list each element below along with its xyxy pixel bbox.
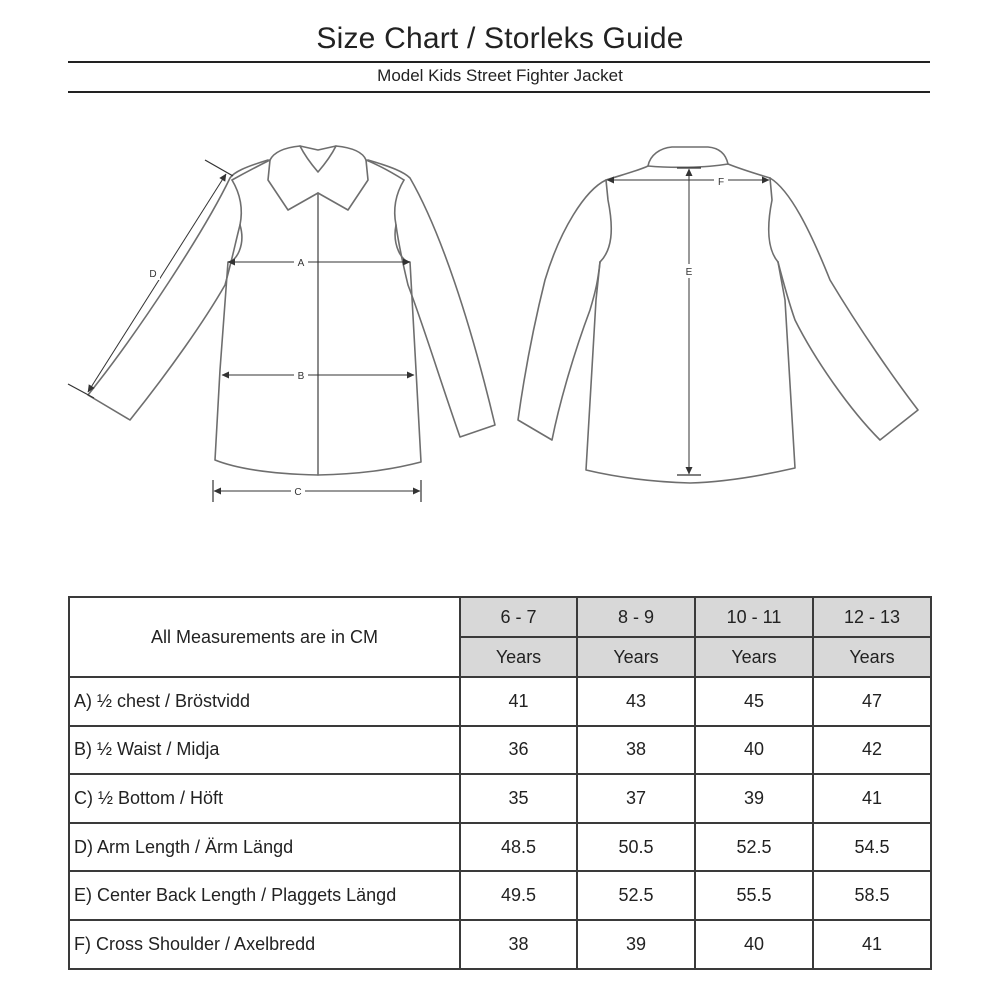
row-label: B) ½ Waist / Midja [69,726,460,775]
measure-a [228,255,410,269]
label-e: E [685,267,693,278]
label-d: D [149,269,157,280]
size-unit-10-11: Years [695,637,813,677]
label-c: C [294,487,302,498]
table-cell: 41 [813,920,931,969]
table-cell: 37 [577,774,695,823]
table-row [69,774,931,823]
jacket-back-illustration [518,147,918,483]
measure-c [213,480,421,502]
row-label: A) ½ chest / Bröstvidd [69,677,460,726]
label-b: B [297,371,305,382]
table-cell: 42 [813,726,931,775]
row-label: D) Arm Length / Ärm Längd [69,823,460,872]
table-row [69,726,931,775]
size-unit-8-9: Years [577,637,695,677]
measure-e [677,168,701,475]
units-note: All Measurements are in CM [69,597,460,677]
measure-f [607,174,769,188]
table-cell: 38 [460,920,577,969]
table-cell: 38 [577,726,695,775]
table-cell: 35 [460,774,577,823]
table-cell: 39 [695,774,813,823]
size-header-row [69,597,931,637]
table-cell: 36 [460,726,577,775]
table-cell: 49.5 [460,871,577,920]
row-label: E) Center Back Length / Plaggets Längd [69,871,460,920]
table-cell: 39 [577,920,695,969]
row-label: F) Cross Shoulder / Axelbredd [69,920,460,969]
table-cell: 54.5 [813,823,931,872]
size-unit-6-7: Years [460,637,577,677]
model-subtitle: Model Kids Street Fighter Jacket [377,66,623,85]
table-row [69,677,931,726]
measure-d [68,160,233,398]
size-table [68,596,932,970]
size-unit-12-13: Years [813,637,931,677]
table-cell: 41 [813,774,931,823]
table-cell: 45 [695,677,813,726]
size-range-6-7: 6 - 7 [460,597,577,637]
table-cell: 47 [813,677,931,726]
table-cell: 41 [460,677,577,726]
page-title: Size Chart / Storleks Guide [316,22,684,55]
table-cell: 52.5 [695,823,813,872]
row-label: C) ½ Bottom / Höft [69,774,460,823]
table-row [69,823,931,872]
table-row [69,871,931,920]
table-cell: 43 [577,677,695,726]
label-f: F [717,177,725,188]
table-cell: 40 [695,920,813,969]
table-cell: 52.5 [577,871,695,920]
table-cell: 55.5 [695,871,813,920]
table-row [69,920,931,969]
table-cell: 40 [695,726,813,775]
table-cell: 50.5 [577,823,695,872]
size-range-10-11: 10 - 11 [695,597,813,637]
table-cell: 48.5 [460,823,577,872]
label-a: A [297,258,305,269]
size-range-8-9: 8 - 9 [577,597,695,637]
table-cell: 58.5 [813,871,931,920]
size-range-12-13: 12 - 13 [813,597,931,637]
jacket-front-illustration [88,146,495,475]
